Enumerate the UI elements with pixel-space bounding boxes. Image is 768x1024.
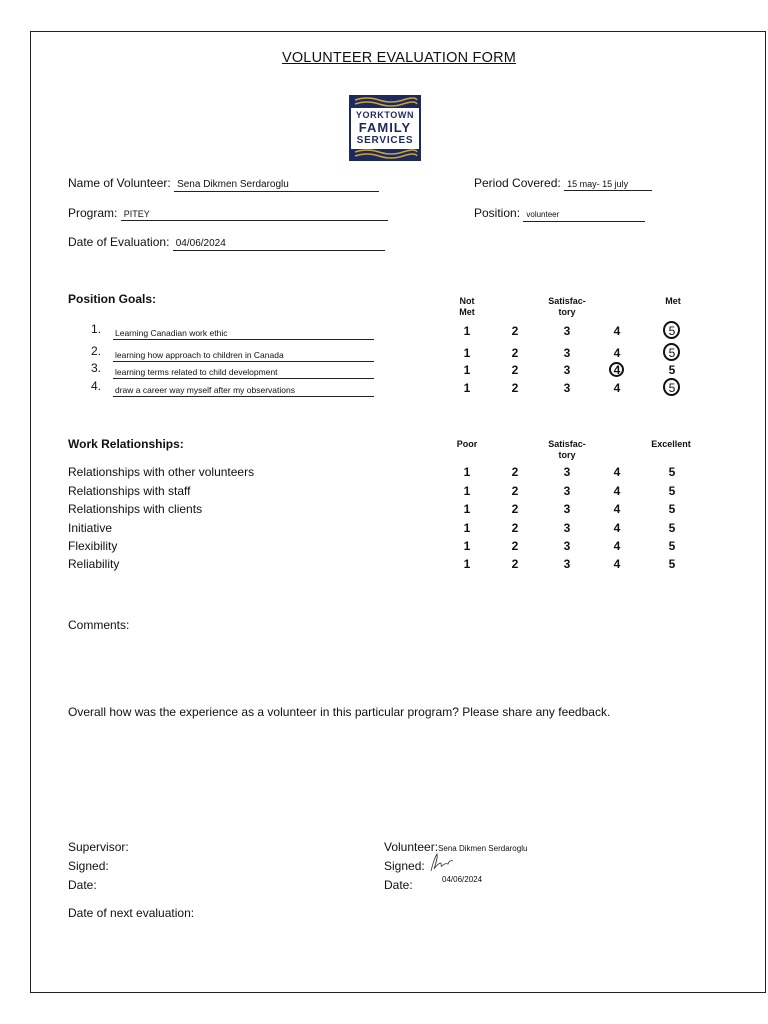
relationship-rating-option[interactable]: 2 bbox=[511, 557, 519, 571]
relationships-header-satisfactory: Satisfac- tory bbox=[548, 439, 586, 460]
relationship-rating-option[interactable]: 4 bbox=[613, 521, 621, 535]
logo-line-2: FAMILY bbox=[358, 120, 412, 135]
relationship-rating-option[interactable]: 1 bbox=[463, 502, 471, 516]
relationship-rating-option[interactable]: 5 bbox=[668, 484, 676, 498]
relationship-rating-option[interactable]: 1 bbox=[463, 539, 471, 553]
goal-rating-option[interactable]: 5 bbox=[662, 324, 682, 338]
period-label: Period Covered: bbox=[474, 176, 561, 190]
relationship-rating-option[interactable]: 3 bbox=[563, 484, 571, 498]
goal-rating-option[interactable]: 2 bbox=[511, 324, 519, 338]
relationship-item-label: Relationships with other volunteers bbox=[68, 465, 255, 479]
volunteer-label: Volunteer: bbox=[384, 840, 439, 854]
volunteer-name[interactable]: Sena Dikmen Serdaroglu bbox=[438, 844, 528, 853]
goal-number: 3. bbox=[90, 361, 101, 375]
logo-line-3: SERVICES bbox=[356, 135, 414, 146]
logo-line-1: YORKTOWN bbox=[355, 110, 415, 120]
relationship-item-label: Relationships with clients bbox=[68, 502, 203, 516]
goal-rating-option[interactable]: 4 bbox=[607, 363, 627, 377]
relationship-rating-option[interactable]: 3 bbox=[563, 502, 571, 516]
evaluation-date-label: Date of Evaluation: bbox=[68, 235, 170, 249]
goal-text-line bbox=[113, 345, 374, 363]
goal-number: 2. bbox=[90, 344, 101, 358]
volunteer-date-value[interactable]: 04/06/2024 bbox=[442, 875, 483, 884]
program-label: Program: bbox=[68, 206, 118, 220]
feedback-question: Overall how was the experience as a volunteer in this particular program? Please share any feedback. bbox=[68, 705, 611, 719]
goal-rating-option[interactable]: 1 bbox=[463, 363, 471, 377]
goal-rating-option[interactable]: 2 bbox=[511, 381, 519, 395]
position-goals-heading: Position Goals: bbox=[68, 292, 157, 306]
goal-number: 4. bbox=[90, 379, 101, 393]
relationship-rating-option[interactable]: 5 bbox=[668, 465, 676, 479]
relationship-rating-option[interactable]: 2 bbox=[511, 484, 519, 498]
goal-rating-option[interactable]: 3 bbox=[563, 381, 571, 395]
position-label: Position: bbox=[474, 206, 521, 220]
position-value[interactable]: volunteer bbox=[523, 209, 645, 222]
volunteer-date-label: Date: bbox=[384, 878, 413, 892]
yorktown-family-services-logo bbox=[349, 95, 421, 161]
relationship-rating-option[interactable]: 2 bbox=[511, 521, 519, 535]
relationships-header-poor: Poor bbox=[456, 439, 478, 449]
goals-header-met: Met bbox=[665, 296, 681, 306]
relationship-rating-option[interactable]: 5 bbox=[668, 539, 676, 553]
goal-number: 1. bbox=[90, 322, 101, 336]
goals-header-not-met: Not Met bbox=[459, 296, 475, 317]
goal-rating-option[interactable]: 5 bbox=[662, 381, 682, 395]
relationship-rating-option[interactable]: 4 bbox=[613, 465, 621, 479]
goal-text[interactable]: learning terms related to child development bbox=[113, 367, 374, 379]
relationship-rating-option[interactable]: 3 bbox=[563, 557, 571, 571]
goal-rating-option[interactable]: 3 bbox=[563, 363, 571, 377]
name-field bbox=[68, 176, 379, 192]
program-value[interactable]: PITEY bbox=[121, 208, 388, 221]
relationship-item-label: Reliability bbox=[68, 557, 120, 571]
relationship-rating-option[interactable]: 4 bbox=[613, 539, 621, 553]
goal-text[interactable]: draw a career way myself after my observations bbox=[113, 385, 374, 397]
relationship-rating-option[interactable]: 3 bbox=[563, 539, 571, 553]
volunteer-signed-field bbox=[384, 859, 425, 873]
relationship-rating-option[interactable]: 3 bbox=[563, 465, 571, 479]
goal-rating-option[interactable]: 5 bbox=[662, 346, 682, 360]
relationship-rating-option[interactable]: 4 bbox=[613, 557, 621, 571]
relationship-rating-option[interactable]: 4 bbox=[613, 484, 621, 498]
relationship-rating-option[interactable]: 2 bbox=[511, 465, 519, 479]
goal-rating-option[interactable]: 4 bbox=[613, 324, 621, 338]
supervisor-label: Supervisor: bbox=[68, 840, 129, 854]
goal-rating-option[interactable]: 5 bbox=[668, 363, 676, 377]
relationship-rating-option[interactable]: 2 bbox=[511, 502, 519, 516]
relationship-rating-option[interactable]: 3 bbox=[563, 521, 571, 535]
relationship-item-label: Relationships with staff bbox=[68, 484, 191, 498]
goal-rating-option[interactable]: 4 bbox=[613, 381, 621, 395]
relationship-rating-option[interactable]: 1 bbox=[463, 557, 471, 571]
goals-header-satisfactory: Satisfac- tory bbox=[548, 296, 586, 317]
period-value[interactable]: 15 may- 15 july bbox=[564, 178, 652, 191]
goal-rating-option[interactable]: 1 bbox=[463, 324, 471, 338]
goal-text-line bbox=[113, 362, 374, 380]
relationship-rating-option[interactable]: 5 bbox=[668, 521, 676, 535]
goal-rating-option[interactable]: 4 bbox=[613, 346, 621, 360]
goal-text-line bbox=[113, 380, 374, 398]
selected-rating-circle bbox=[663, 321, 680, 339]
volunteer-signed-label: Signed: bbox=[384, 859, 425, 873]
form-title: VOLUNTEER EVALUATION FORM bbox=[281, 50, 517, 66]
evaluation-form-page bbox=[30, 31, 766, 993]
relationships-header-excellent: Excellent bbox=[651, 439, 691, 449]
goal-rating-option[interactable]: 3 bbox=[563, 346, 571, 360]
next-evaluation-label: Date of next evaluation: bbox=[68, 906, 195, 920]
supervisor-date-label: Date: bbox=[68, 878, 97, 892]
volunteer-date-field bbox=[384, 875, 483, 892]
supervisor-signed-label: Signed: bbox=[68, 859, 109, 873]
goal-rating-option[interactable]: 2 bbox=[511, 346, 519, 360]
goal-text[interactable]: learning how approach to children in Canada bbox=[113, 350, 374, 362]
relationship-rating-option[interactable]: 1 bbox=[463, 484, 471, 498]
relationship-rating-option[interactable]: 1 bbox=[463, 465, 471, 479]
relationship-rating-option[interactable]: 1 bbox=[463, 521, 471, 535]
evaluation-date-field bbox=[68, 235, 385, 251]
selected-rating-circle bbox=[663, 378, 680, 396]
name-label: Name of Volunteer: bbox=[68, 176, 171, 190]
evaluation-date-value[interactable]: 04/06/2024 bbox=[173, 238, 385, 251]
work-relationships-heading: Work Relationships: bbox=[68, 437, 184, 451]
goal-rating-option[interactable]: 1 bbox=[463, 346, 471, 360]
position-field bbox=[474, 206, 645, 222]
relationship-item-label: Initiative bbox=[68, 521, 113, 535]
selected-rating-circle bbox=[609, 362, 624, 377]
goal-rating-option[interactable]: 3 bbox=[563, 324, 571, 338]
goal-rating-option[interactable]: 2 bbox=[511, 363, 519, 377]
comments-label: Comments: bbox=[68, 618, 130, 632]
period-field bbox=[474, 176, 652, 191]
relationship-rating-option[interactable]: 4 bbox=[613, 502, 621, 516]
relationship-item-label: Flexibility bbox=[68, 539, 118, 553]
selected-rating-circle bbox=[663, 343, 680, 361]
relationship-rating-option[interactable]: 5 bbox=[668, 502, 676, 516]
relationship-rating-option[interactable]: 5 bbox=[668, 557, 676, 571]
goal-text[interactable]: Learning Canadian work ethic bbox=[113, 328, 374, 340]
name-value[interactable]: Sena Dikmen Serdaroglu bbox=[174, 179, 379, 192]
relationship-rating-option[interactable]: 2 bbox=[511, 539, 519, 553]
goal-text-line bbox=[113, 323, 374, 341]
volunteer-signature-field bbox=[384, 840, 527, 854]
handwritten-signature bbox=[427, 851, 455, 873]
goal-rating-option[interactable]: 1 bbox=[463, 381, 471, 395]
program-field bbox=[68, 206, 388, 221]
